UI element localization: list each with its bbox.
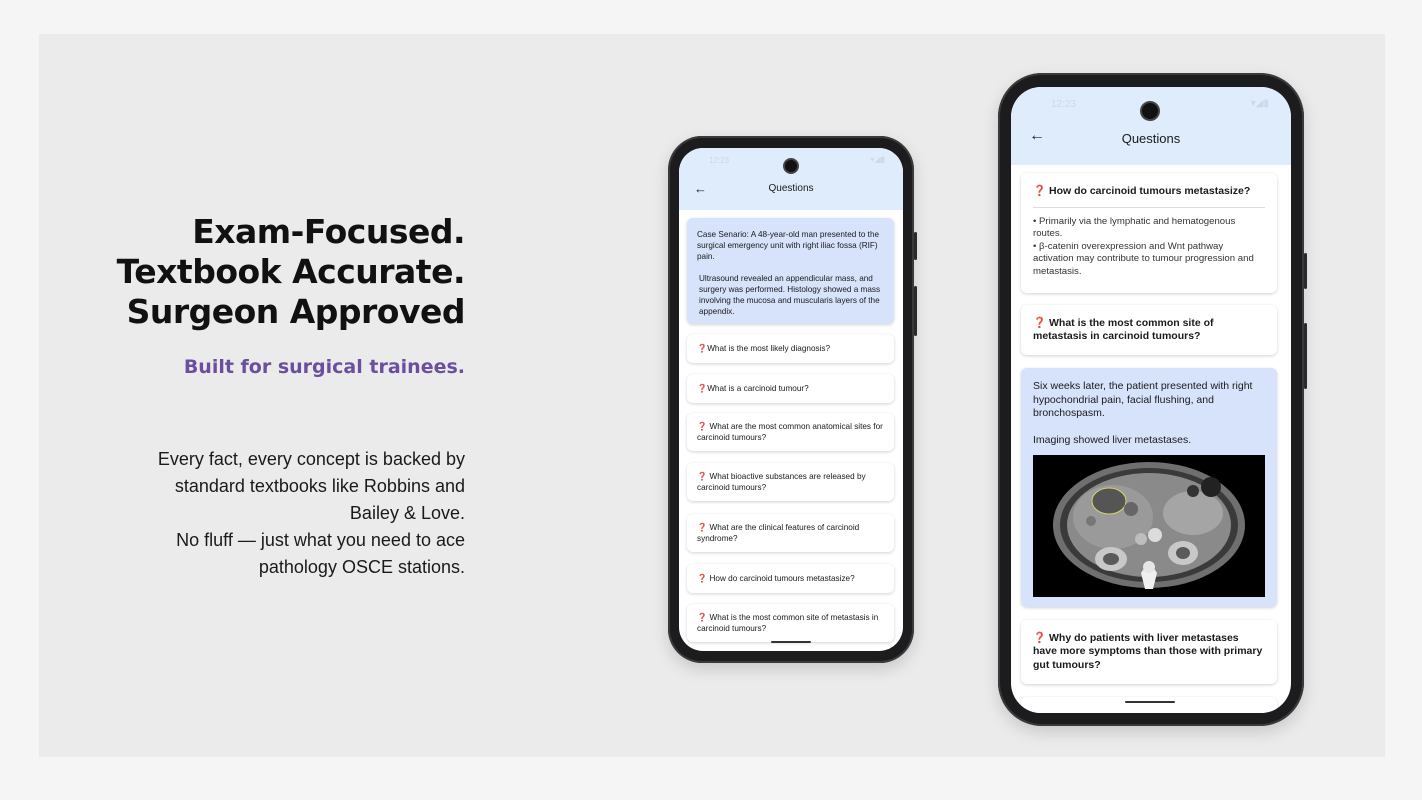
- case-text-2: Ultrasound revealed an appendicular mass, and surgery was performed. Histology showed a mass involving the mucosa and muscularis layers of the appendix.: [699, 274, 881, 316]
- arrow-left-icon[interactable]: ←: [694, 181, 707, 196]
- divider: [1033, 207, 1265, 208]
- question-item[interactable]: [687, 374, 894, 403]
- question-text: What are the clinical features of carcinoid syndrome?: [697, 523, 860, 543]
- question-mark-icon: ❓: [697, 574, 708, 583]
- camera-icon: [783, 158, 799, 174]
- app-bar: [679, 148, 903, 210]
- case-update-card: [1021, 368, 1277, 607]
- app-bar: [1011, 87, 1291, 165]
- question-text: What bioactive substances are released by carcinoid tumours?: [697, 472, 866, 492]
- arrow-left-icon[interactable]: ←: [1029, 127, 1045, 144]
- question-text: ❓ What is the most common site of metastasis in carcinoid tumours?: [1033, 316, 1214, 342]
- case-text-1: Six weeks later, the patient presented with right hypochondrial pain, facial flushing, and bronchospasm.: [1033, 380, 1253, 419]
- question-mark-icon: ❓: [697, 384, 708, 393]
- home-indicator[interactable]: [771, 641, 811, 643]
- headline-line-1: Exam-Focused.: [192, 212, 465, 251]
- case-text-1: Case Senario: A 48-year-old man presented to the surgical emergency unit with right iliac fossa (RIF) pain.: [697, 230, 880, 261]
- phone-screen: [679, 148, 903, 651]
- question-mark-icon: ❓: [697, 472, 708, 481]
- ct-scan-drawing: [1033, 455, 1265, 597]
- phone-mockup-small: [668, 136, 914, 663]
- body-line-3: Bailey & Love.: [349, 503, 465, 523]
- question-item[interactable]: [687, 604, 894, 642]
- home-indicator[interactable]: [1125, 701, 1175, 703]
- status-icons: ▾◢▮: [870, 155, 885, 164]
- question-item[interactable]: [687, 463, 894, 501]
- phone-mockup-large: [998, 73, 1304, 726]
- phone-screen: [1011, 87, 1291, 713]
- page-title: Questions: [768, 183, 814, 194]
- power-button: [914, 232, 917, 260]
- answer-line-2: • β-catenin overexpression and Wnt pathway activation may contribute to tumour progression and metastasis.: [1033, 240, 1254, 277]
- question-item[interactable]: [1021, 620, 1277, 684]
- headline: [5, 212, 465, 332]
- page-title: Questions: [1121, 131, 1181, 146]
- question-item[interactable]: [1021, 305, 1277, 355]
- question-mark-icon: ❓: [697, 613, 708, 622]
- question-mark-icon: ❓: [1033, 316, 1047, 329]
- body-line-4: No fluff — just what you need to ace: [176, 530, 465, 550]
- question-text: What are the most common anatomical sites for carcinoid tumours?: [697, 422, 883, 442]
- question-mark-icon: ❓: [697, 422, 708, 431]
- status-time: 12:23: [1051, 99, 1077, 110]
- question-mark-icon: ❓: [1033, 631, 1047, 644]
- question-item[interactable]: [687, 514, 894, 552]
- question-text: ❓ How do carcinoid tumours metastasize?: [1033, 185, 1251, 197]
- tagline: Built for surgical trainees.: [183, 356, 465, 378]
- case-text-2: Imaging showed liver metastases.: [1033, 433, 1192, 446]
- power-button: [1304, 253, 1307, 289]
- ct-scan-image: [1033, 455, 1265, 597]
- headline-line-3: Surgeon Approved: [126, 292, 465, 331]
- question-item[interactable]: [687, 413, 894, 451]
- case-scenario-card: [687, 218, 894, 324]
- status-icons: ▾◢▮: [1250, 98, 1269, 109]
- expanded-question-card[interactable]: [1021, 173, 1277, 293]
- body-line-5: pathology OSCE stations.: [258, 557, 465, 577]
- question-text: What is the most likely diagnosis?: [707, 344, 831, 353]
- question-text: What is a carcinoid tumour?: [707, 384, 809, 393]
- question-mark-icon: ❓: [1033, 185, 1047, 197]
- question-item[interactable]: [687, 564, 894, 593]
- question-text: What is the most common site of metastasis in carcinoid tumours?: [697, 613, 879, 633]
- question-item[interactable]: [687, 334, 894, 363]
- body-line-2: standard textbooks like Robbins and: [174, 476, 465, 496]
- question-mark-icon: ❓: [697, 344, 708, 353]
- answer-line-1: • Primarily via the lymphatic and hematogenous routes.: [1033, 215, 1236, 239]
- question-text: ❓ Why do patients with liver metastases have more symptoms than those with primary gut tumours?: [1033, 631, 1263, 671]
- volume-button: [1304, 323, 1307, 389]
- headline-line-2: Textbook Accurate.: [116, 252, 465, 291]
- volume-button: [914, 286, 917, 336]
- body-copy: [105, 446, 465, 581]
- question-item[interactable]: [1021, 697, 1277, 713]
- question-text: How do carcinoid tumours metastasize?: [709, 574, 855, 583]
- question-mark-icon: ❓: [697, 523, 708, 532]
- body-line-1: Every fact, every concept is backed by: [157, 449, 465, 469]
- status-time: 12:23: [709, 156, 730, 165]
- camera-icon: [1140, 101, 1160, 121]
